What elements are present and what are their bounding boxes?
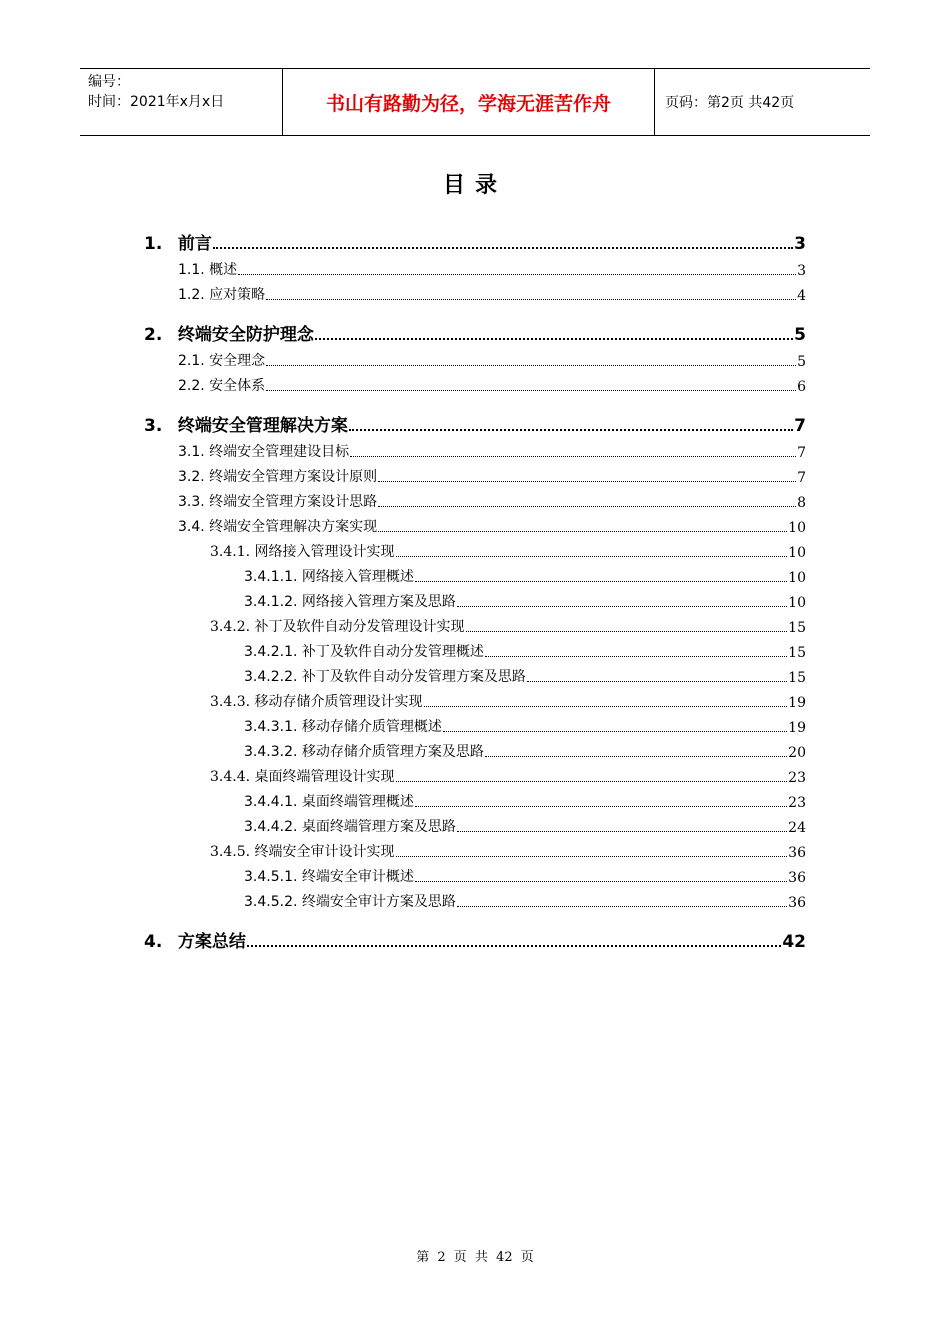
toc-leader-dots: [396, 855, 788, 857]
toc-entry-number: 3.4.3.2.: [244, 744, 298, 760]
toc-entry-label: [210, 766, 395, 786]
toc-entry-number: 4.: [144, 932, 163, 952]
toc-entry-page: 5: [794, 325, 806, 345]
toc-entry[interactable]: [144, 279, 806, 304]
table-of-contents: [144, 226, 806, 952]
toc-entry-label: [244, 866, 414, 886]
toc-entry-label: [178, 441, 349, 461]
toc-entry-label: [244, 591, 456, 611]
toc-entry-number: 3.4.3.1.: [244, 719, 298, 735]
header-time: 时间：2021年x月x日: [88, 94, 225, 110]
toc-leader-dots: [424, 705, 788, 707]
toc-entry-page: 10: [788, 520, 806, 536]
toc-entry[interactable]: [144, 924, 806, 952]
toc-entry-label: [178, 375, 265, 395]
toc-entry-number: 3.4.5.2.: [244, 894, 298, 910]
toc-entry-number: 3.4.5.1.: [244, 869, 298, 885]
toc-entry[interactable]: [144, 661, 806, 686]
toc-entry-title: 网络接入管理设计实现: [254, 544, 395, 560]
toc-entry-label: [178, 350, 265, 370]
toc-leader-dots: [266, 364, 796, 366]
toc-entry-page: 8: [797, 495, 806, 511]
toc-entry-title: 安全体系: [209, 378, 266, 394]
toc-entry-title: 终端安全管理建设目标: [209, 444, 350, 460]
toc-leader-dots: [349, 428, 793, 431]
toc-entry-label: [244, 741, 484, 761]
toc-entry-title: 移动存储介质管理方案及思路: [301, 744, 484, 760]
toc-entry-title: 前言: [177, 234, 212, 254]
toc-entry-number: 3.4.2.2.: [244, 669, 298, 685]
toc-entry[interactable]: [144, 686, 806, 711]
toc-entry-title: 终端安全审计方案及思路: [301, 894, 456, 910]
toc-leader-dots: [457, 830, 787, 832]
toc-entry-page: 7: [797, 445, 806, 461]
toc-leader-dots: [247, 944, 781, 947]
toc-entry[interactable]: [144, 511, 806, 536]
toc-entry-page: 24: [788, 820, 806, 836]
toc-entry-number: 3.4.5.: [210, 844, 251, 860]
toc-entry-title: 桌面终端管理概述: [301, 794, 414, 810]
toc-entry-label: [178, 466, 377, 486]
toc-entry-number: 3.2.: [178, 469, 205, 485]
toc-entry-page: 19: [788, 720, 806, 736]
toc-entry[interactable]: [144, 226, 806, 254]
toc-entry-title: 终端安全管理方案设计思路: [209, 494, 378, 510]
toc-entry[interactable]: [144, 711, 806, 736]
toc-entry-label: [244, 816, 456, 836]
toc-leader-dots: [443, 730, 787, 732]
toc-entry-page: 15: [788, 645, 806, 661]
toc-entry[interactable]: [144, 786, 806, 811]
toc-leader-dots: [415, 880, 787, 882]
toc-entry-label: [178, 259, 237, 279]
toc-entry-number: 3.4.1.: [210, 544, 251, 560]
header-motto: 书山有路勤为径，学海无涯苦作舟: [282, 69, 655, 135]
toc-entry-page: 7: [794, 416, 806, 436]
toc-entry-title: 终端安全审计概述: [301, 869, 414, 885]
toc-entry-label: [244, 566, 414, 586]
toc-entry-number: 3.4.3.: [210, 694, 251, 710]
toc-leader-dots: [527, 680, 787, 682]
toc-entry-label: [210, 541, 395, 561]
toc-entry-label: [210, 616, 465, 636]
toc-entry[interactable]: [144, 408, 806, 436]
toc-entry-label: [244, 641, 484, 661]
toc-entry-label: [144, 229, 212, 254]
toc-entry-number: 2.: [144, 325, 163, 345]
toc-entry-title: 移动存储介质管理概述: [301, 719, 442, 735]
toc-entry-label: [144, 320, 314, 345]
toc-entry[interactable]: [144, 636, 806, 661]
toc-entry-number: 1.: [144, 234, 163, 254]
toc-entry-title: 方案总结: [177, 932, 246, 952]
toc-entry-page: 15: [788, 620, 806, 636]
toc-entry[interactable]: [144, 317, 806, 345]
toc-gap: [144, 911, 806, 924]
toc-entry-title: 终端安全管理方案设计原则: [209, 469, 378, 485]
toc-entry-title: 终端安全管理解决方案实现: [209, 519, 378, 535]
toc-entry-title: 补丁及软件自动分发管理方案及思路: [301, 669, 526, 685]
toc-entry[interactable]: [144, 586, 806, 611]
toc-leader-dots: [457, 905, 787, 907]
toc-leader-dots: [396, 555, 788, 557]
toc-entry-page: 36: [788, 845, 806, 861]
toc-entry-number: 3.4.1.2.: [244, 594, 298, 610]
toc-entry-page: 7: [797, 470, 806, 486]
toc-entry[interactable]: [144, 486, 806, 511]
toc-leader-dots: [266, 389, 796, 391]
toc-entry-number: 3.4.1.1.: [244, 569, 298, 585]
toc-entry-page: 4: [797, 288, 806, 304]
toc-entry[interactable]: [144, 886, 806, 911]
toc-entry-number: 2.2.: [178, 378, 205, 394]
toc-entry-number: 3.4.4.1.: [244, 794, 298, 810]
toc-entry-title: 补丁及软件自动分发管理概述: [301, 644, 484, 660]
toc-entry[interactable]: [144, 461, 806, 486]
header-page-info: 页码：第2页 共42页: [665, 95, 795, 111]
toc-entry-page: 3: [794, 234, 806, 254]
toc-entry[interactable]: [144, 345, 806, 370]
toc-entry-title: 终端安全审计设计实现: [254, 844, 395, 860]
toc-leader-dots: [485, 655, 787, 657]
toc-entry[interactable]: [144, 761, 806, 786]
toc-entry[interactable]: [144, 436, 806, 461]
header-code: 编号：: [88, 74, 130, 90]
toc-leader-dots: [457, 605, 787, 607]
toc-entry-number: 1.2.: [178, 287, 205, 303]
toc-entry-title: 移动存储介质管理设计实现: [254, 694, 423, 710]
toc-entry-page: 42: [782, 932, 806, 952]
toc-entry-number: 3.1.: [178, 444, 205, 460]
toc-entry-label: [244, 791, 414, 811]
toc-entry-title: 安全理念: [209, 353, 266, 369]
toc-entry-page: 19: [788, 695, 806, 711]
toc-leader-dots: [415, 580, 787, 582]
toc-entry[interactable]: [144, 811, 806, 836]
toc-entry-number: 3.3.: [178, 494, 205, 510]
toc-leader-dots: [315, 337, 793, 340]
toc-entry-page: 23: [788, 770, 806, 786]
toc-leader-dots: [415, 805, 787, 807]
toc-entry-page: 20: [788, 745, 806, 761]
toc-entry-number: 3.4.4.2.: [244, 819, 298, 835]
toc-leader-dots: [238, 273, 796, 275]
toc-entry-page: 10: [788, 570, 806, 586]
toc-entry-label: [244, 891, 456, 911]
toc-entry-number: 3.: [144, 416, 163, 436]
toc-entry-title: 桌面终端管理设计实现: [254, 769, 395, 785]
toc-gap: [144, 304, 806, 317]
toc-entry[interactable]: [144, 836, 806, 861]
toc-entry[interactable]: [144, 254, 806, 279]
toc-entry-label: [178, 516, 377, 536]
toc-entry-page: 3: [797, 263, 806, 279]
toc-entry-number: 3.4.4.: [210, 769, 251, 785]
toc-leader-dots: [378, 480, 796, 482]
toc-entry-page: 10: [788, 545, 806, 561]
toc-entry-label: [244, 716, 442, 736]
toc-leader-dots: [213, 246, 793, 249]
toc-entry-title: 网络接入管理概述: [301, 569, 414, 585]
toc-entry-title: 终端安全管理解决方案: [177, 416, 348, 436]
toc-entry[interactable]: [144, 736, 806, 761]
toc-entry-label: [210, 841, 395, 861]
toc-entry-title: 桌面终端管理方案及思路: [301, 819, 456, 835]
toc-entry-number: 2.1.: [178, 353, 205, 369]
toc-leader-dots: [485, 755, 787, 757]
toc-leader-dots: [378, 530, 787, 532]
toc-entry-number: 1.1.: [178, 262, 205, 278]
page-title: 目录: [442, 173, 507, 198]
toc-gap: [144, 395, 806, 408]
toc-entry-page: 23: [788, 795, 806, 811]
toc-leader-dots: [396, 780, 788, 782]
toc-entry-title: 应对策略: [209, 287, 266, 303]
toc-entry-label: [178, 491, 377, 511]
page-header: [80, 68, 870, 136]
toc-entry[interactable]: [144, 611, 806, 636]
toc-entry[interactable]: [144, 370, 806, 395]
toc-entry[interactable]: [144, 561, 806, 586]
toc-leader-dots: [266, 298, 796, 300]
toc-entry-page: 6: [797, 379, 806, 395]
page-footer: 第 2 页 共 42 页: [416, 1250, 534, 1265]
toc-entry-label: [144, 927, 246, 952]
toc-leader-dots: [350, 455, 796, 457]
toc-entry-title: 补丁及软件自动分发管理设计实现: [254, 619, 465, 635]
toc-entry-label: [244, 666, 526, 686]
toc-entry-page: 5: [797, 354, 806, 370]
toc-entry-number: 3.4.2.: [210, 619, 251, 635]
toc-entry-number: 3.4.2.1.: [244, 644, 298, 660]
toc-entry-label: [144, 411, 348, 436]
toc-leader-dots: [466, 630, 788, 632]
toc-entry-label: [178, 284, 265, 304]
toc-entry[interactable]: [144, 536, 806, 561]
toc-entry-page: 36: [788, 895, 806, 911]
toc-entry-title: 终端安全防护理念: [177, 325, 314, 345]
toc-entry-page: 36: [788, 870, 806, 886]
toc-entry-title: 网络接入管理方案及思路: [301, 594, 456, 610]
toc-entry-page: 15: [788, 670, 806, 686]
toc-entry-label: [210, 691, 423, 711]
toc-entry-title: 概述: [209, 262, 238, 278]
toc-entry[interactable]: [144, 861, 806, 886]
toc-entry-page: 10: [788, 595, 806, 611]
toc-leader-dots: [378, 505, 796, 507]
header-meta: [80, 69, 282, 135]
toc-entry-number: 3.4.: [178, 519, 205, 535]
